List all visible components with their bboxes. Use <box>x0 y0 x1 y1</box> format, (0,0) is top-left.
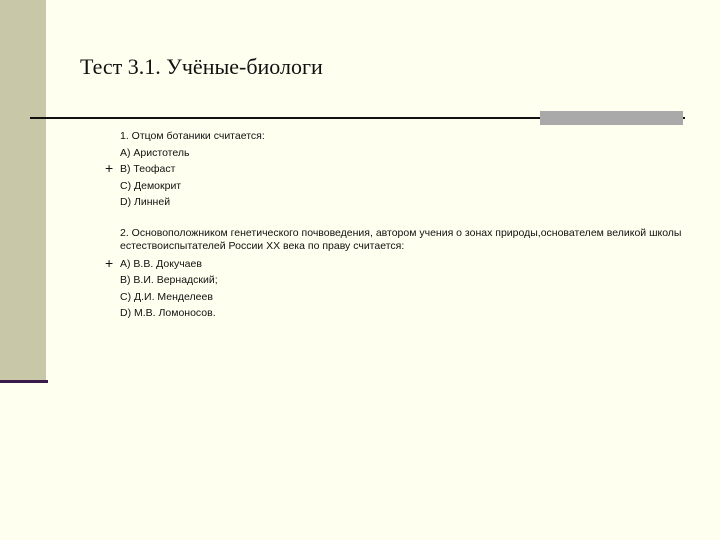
correct-marker-icon: + <box>105 160 114 176</box>
left-band-underline <box>0 380 48 383</box>
correct-marker-icon: + <box>105 254 114 271</box>
question-2-option-b: В) В.И. Вернадский; <box>120 274 218 286</box>
slide-title: Тест 3.1. Учёные-биологи <box>80 54 323 79</box>
question-2 <box>105 226 690 322</box>
question-1-text: 1. Отцом ботаники считается: <box>120 130 265 142</box>
left-decorative-band <box>0 0 46 383</box>
quiz-content <box>105 128 690 322</box>
question-2-option-c: С) Д.И. Менделеев <box>120 290 213 303</box>
title-divider-block <box>540 111 683 125</box>
question-1-option-d: D) Линней <box>120 196 171 208</box>
question-2-text: 2. Основоположником генетического почвоведения, автором учения о зонах природы,основателем великой школы естествоиспытателей России XX века по праву считается: <box>120 226 682 252</box>
question-1-option-b: + В) Теофаст <box>105 160 176 176</box>
question-2-option-a: + А) В.В. Докучаев <box>105 254 202 271</box>
question-2-option-d: D) М.В. Ломоносов. <box>120 307 216 319</box>
question-1 <box>105 128 690 211</box>
question-1-option-a: А) Аристотель <box>120 146 190 159</box>
question-1-option-c: С) Демокрит <box>120 179 182 192</box>
